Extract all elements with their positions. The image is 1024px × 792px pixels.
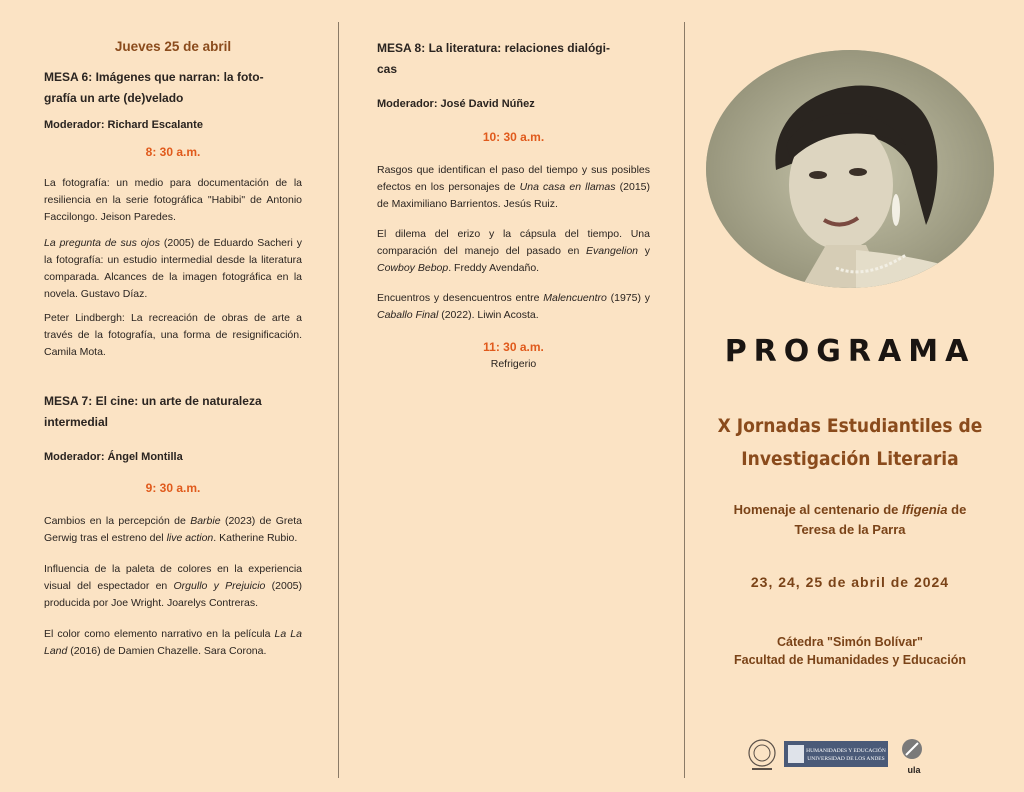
logos-row — [746, 735, 936, 777]
homage-text: Homenaje al centenario de Ifigenia de Teresa de la Parra — [733, 502, 967, 537]
mesa8-title: MESA 8: La literatura: relaciones dialógi- cas — [377, 41, 610, 76]
left-panel — [44, 0, 302, 660]
programa-heading: PROGRAMA — [724, 334, 976, 369]
mesa7-time: 9: 30 a.m. — [145, 481, 201, 495]
university-seal-icon — [749, 740, 775, 766]
svg-text:HUMANIDADES Y EDUCACIÓN: HUMANIDADES Y EDUCACIÓN — [806, 748, 886, 754]
day-heading: Jueves 25 de abril — [114, 39, 232, 54]
event-title: X Jornadas Estudiantiles de Investigación Literaria — [717, 415, 983, 470]
portrait-illustration — [706, 50, 994, 288]
mesa8-talk3: Encuentros y desencuentros entre Malencuentro (1975) y Caballo Final (2022). Liwin Acosta. — [377, 292, 650, 321]
logos-illustration — [746, 735, 936, 777]
mesa6-talk1: La fotografía: un medio para documentación de la resiliencia en la serie fotográfica "Habibi" de Antonio Faccilongo. Jeison Paredes. — [44, 177, 302, 223]
mesa7-moderator: Moderador: Ángel Montilla — [44, 451, 183, 463]
mesa8-talk2: El dilema del erizo y la cápsula del tiempo. Una comparación del manejo del pasado en Evangelion y Cowboy Bebop. Freddy Avendaño. — [377, 228, 650, 274]
middle-panel — [377, 0, 650, 373]
mesa8-talk1: Rasgos que identifican el paso del tiempo y sus posibles efectos en los personajes de Una casa en llamas (2015) de Maximiliano Barrientos. Jesús Ruiz. — [377, 164, 650, 210]
mesa6-title: MESA 6: Imágenes que narran: la foto- grafía un arte (de)velado — [44, 70, 264, 105]
mesa6-time: 8: 30 a.m. — [145, 145, 201, 159]
fold-line-left — [338, 22, 339, 778]
mesa8-moderator: Moderador: José David Núñez — [377, 98, 535, 110]
mesa8-time: 10: 30 a.m. — [482, 130, 545, 144]
mesa7-talk1: Cambios en la percepción de Barbie (2023) de Greta Gerwig tras el estreno del live action. Katherine Rubio. — [44, 515, 302, 544]
svg-text:UNIVERSIDAD DE LOS ANDES: UNIVERSIDAD DE LOS ANDES — [807, 756, 885, 762]
mesa7-talk2: Influencia de la paleta de colores en la experiencia visual del espectador en Orgullo y Prejuicio (2005) producida por Joe Wright. Joarelys Contreras. — [44, 563, 302, 609]
mesa7-title: MESA 7: El cine: un arte de naturaleza intermedial — [44, 394, 262, 429]
fold-line-right — [684, 22, 685, 778]
event-dates: 23, 24, 25 de abril de 2024 — [750, 574, 950, 590]
svg-text:ula: ula — [907, 765, 921, 775]
mesa6-talk3: Peter Lindbergh: La recreación de obras de arte a través de la fotografía, una forma de resignificación. Camila Mota. — [44, 312, 302, 358]
break-time: 11: 30 a.m. — [483, 340, 544, 354]
break-label: Refrigerio — [490, 358, 537, 370]
organizer: Cátedra "Simón Bolívar" Facultad de Humanidades y Educación — [733, 635, 966, 667]
mesa6-talk2: La pregunta de sus ojos (2005) de Eduardo Sacheri y la fotografía: un estudio intermedial desde la literatura comparada. Alcances de la imagen fotográfica en la novela. Gustavo Díaz. — [44, 237, 302, 300]
portrait-image — [706, 50, 994, 288]
mesa7-talk3: El color como elemento narrativo en la película La La Land (2016) de Damien Chazelle. Sara Corona. — [44, 628, 302, 657]
mesa6-moderator: Moderador: Richard Escalante — [44, 119, 203, 131]
